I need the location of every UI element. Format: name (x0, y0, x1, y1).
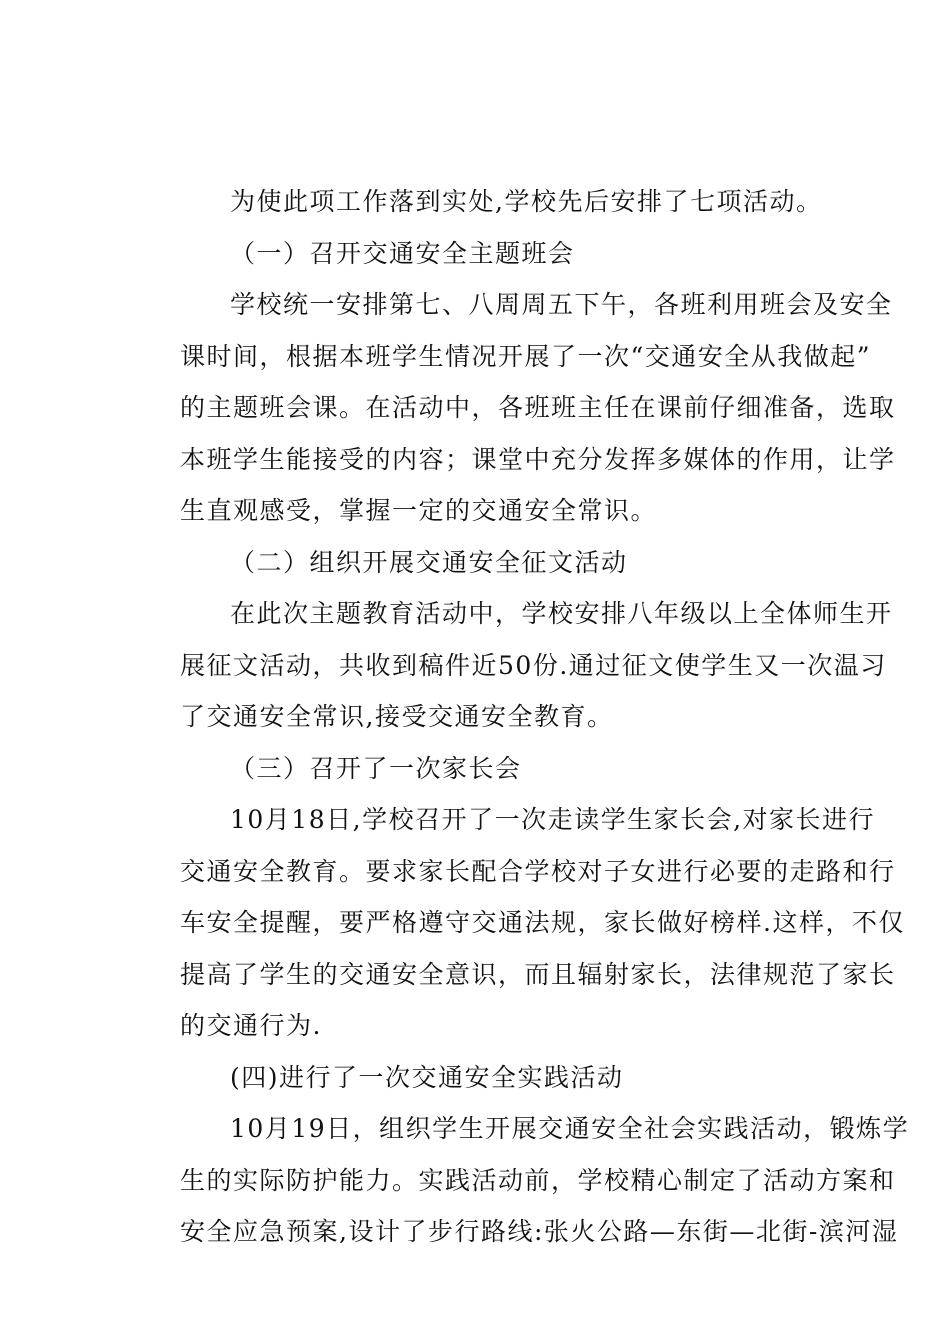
text-line: 的主题班会课。在活动中，各班班主任在课前仔细准备，选取 (180, 393, 896, 422)
text-line: （三）召开了一次家长会 (230, 753, 522, 783)
text-line: 生直观感受，掌握一定的交通安全常识。 (180, 496, 658, 525)
paragraph (130, 588, 893, 743)
text-line: 提高了学生的交通安全意识，而且辐射家长，法律规范了家长 (180, 959, 896, 989)
text-line: 车安全提醒，要严格遵守交通法规，家长做好榜样.这样，不仅 (180, 908, 905, 937)
text-line: 展征文活动，共收到稿件近50份.通过征文使学生又一次温习 (180, 650, 887, 680)
section-heading (130, 1052, 830, 1104)
text-line: (四)进行了一次交通安全实践活动 (230, 1062, 624, 1092)
text-line: 生的实际防护能力。实践活动前，学校精心制定了活动方案和 (180, 1165, 896, 1195)
section-heading (130, 537, 830, 589)
text-line: 在此次主题教育活动中，学校安排八年级以上全体师生开 (230, 599, 893, 628)
text-line: 课时间，根据本班学生情况开展了一次“交通安全从我做起” (180, 341, 872, 371)
text-line: （二）组织开展交通安全征文活动 (230, 547, 628, 577)
paragraph (130, 794, 905, 1052)
text-line: 10月19日，组织学生开展交通安全社会实践活动，锻炼学 (230, 1114, 910, 1143)
text-line: 的交通行为. (180, 1011, 322, 1040)
text-line: 为使此项工作落到实处,学校先后安排了七项活动。 (230, 187, 823, 216)
text-line: 安全应急预案,设计了步行路线:张火公路—东街—北街-滨河湿 (180, 1217, 899, 1246)
section-heading (130, 228, 830, 280)
section-heading (130, 743, 830, 795)
document-body (130, 176, 910, 1258)
paragraph (130, 176, 830, 228)
text-line: 学校统一安排第七、八周周五下午，各班利用班会及安全 (230, 290, 893, 319)
text-line: 本班学生能接受的内容；课堂中充分发挥多媒体的作用，让学 (180, 444, 896, 474)
text-line: 10月18日,学校召开了一次走读学生家长会,对家长进行 (230, 805, 876, 834)
paragraph (130, 279, 896, 537)
text-line: 了交通安全常识,接受交通安全教育。 (180, 702, 614, 731)
text-line: 交通安全教育。要求家长配合学校对子女进行必要的走路和行 (180, 856, 896, 886)
paragraph (130, 1103, 910, 1258)
text-line: （一）召开交通安全主题班会 (230, 238, 575, 268)
